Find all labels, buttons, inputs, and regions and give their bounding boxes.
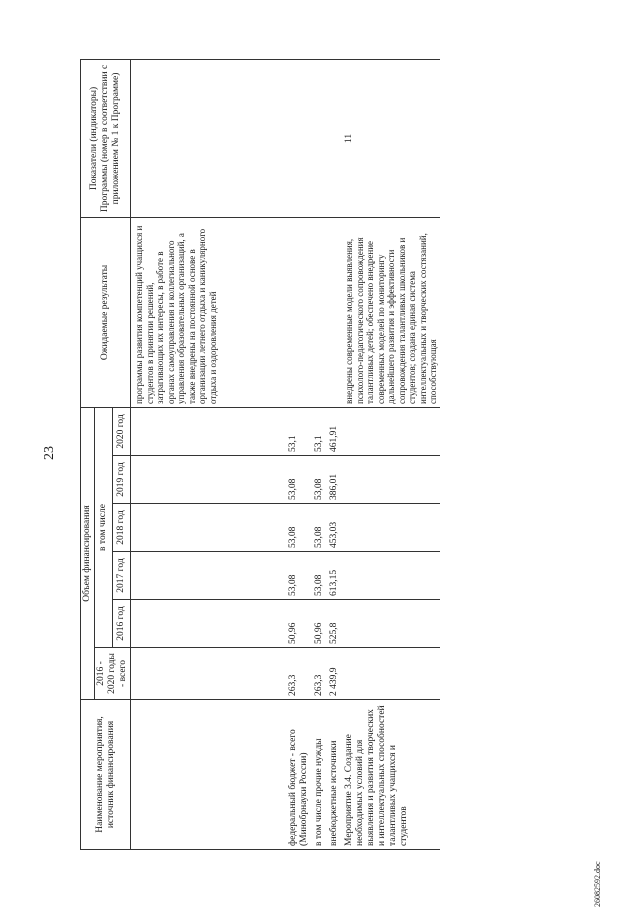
table-row — [326, 59, 341, 849]
measure-name: Мероприятие 3.4. Создание необходимых условий для выявления и развития творческих и интеллектуальных способностей талантливых учащихся и студентов — [341, 700, 440, 850]
row-year-value: 53,08 — [285, 552, 311, 600]
row-year-value: 50,96 — [285, 600, 311, 648]
continued-result: программы развития компетенций учащихся и студентов в принятии решений, затрагивающих их интересы, в работе в органах самоуправления и коллегиального управления образовательных организаций, а также внедрены на постоянной основе в организации летнего отдыха и каникулярного отдыха и оздоровления детей — [131, 217, 286, 407]
row-year-value: 50,96 — [311, 600, 326, 648]
row-year-value: 386,01 — [326, 456, 341, 504]
table-row — [285, 59, 311, 849]
row-year-value: 53,08 — [311, 552, 326, 600]
row-year-value: 453,03 — [326, 504, 341, 552]
row-total: 263,3 — [311, 648, 326, 700]
header-year: 2016 год — [113, 600, 131, 648]
row-year-value: 525,8 — [326, 600, 341, 648]
row-year-value: 53,1 — [311, 407, 326, 455]
measure-indicator: 11 — [341, 59, 440, 217]
header-results: Ожидаемые результаты — [81, 217, 131, 407]
row-year-value: 53,08 — [285, 456, 311, 504]
row-year-value: 53,08 — [311, 456, 326, 504]
row-year-value: 53,08 — [285, 504, 311, 552]
header-year: 2020 год — [113, 407, 131, 455]
header-indicators: Показатели (индикаторы) Программы (номер в соответствии с приложением № 1 к Программе) — [81, 59, 131, 217]
document-footer: 26082592.doc — [593, 861, 602, 907]
measure-result: внедрены современные модели выявления, психолого-педагогического сопровождения талантливых детей; обеспечено внедрение современных моделей по мониторингу дальнейшего развития и эффективности сопровождения талантливых школьников и студентов; создана единая система интеллектуальных и творческих состязаний, способствующая — [341, 217, 440, 407]
header-year: 2019 год — [113, 456, 131, 504]
header-name: Наименование мероприятия, источник финансирования — [81, 700, 131, 850]
measure-row — [341, 59, 440, 849]
row-total: 263,3 — [285, 648, 311, 700]
row-year-value: 461,91 — [326, 407, 341, 455]
header-in-that: в том числе — [95, 407, 113, 647]
rotated-table-page — [80, 60, 480, 850]
header-row-1 — [81, 59, 95, 849]
table-row — [311, 59, 326, 849]
header-year: 2018 год — [113, 504, 131, 552]
row-year-value: 613,15 — [326, 552, 341, 600]
row-year-value: 53,1 — [285, 407, 311, 455]
row-year-value: 53,08 — [311, 504, 326, 552]
header-total: 2016 - 2020 годы - всего — [95, 648, 131, 700]
row-name: федеральный бюджет - всего (Минобрнауки России) — [285, 700, 311, 850]
row-name: внебюджетные источники — [326, 700, 341, 850]
header-funding: Объем финансирования — [81, 407, 95, 699]
program-table — [80, 59, 440, 850]
header-year: 2017 год — [113, 552, 131, 600]
row-name: в том числе прочие нужды — [311, 700, 326, 850]
page-number: 23 — [42, 446, 57, 460]
continued-row — [131, 59, 286, 849]
row-total: 2 439,9 — [326, 648, 341, 700]
